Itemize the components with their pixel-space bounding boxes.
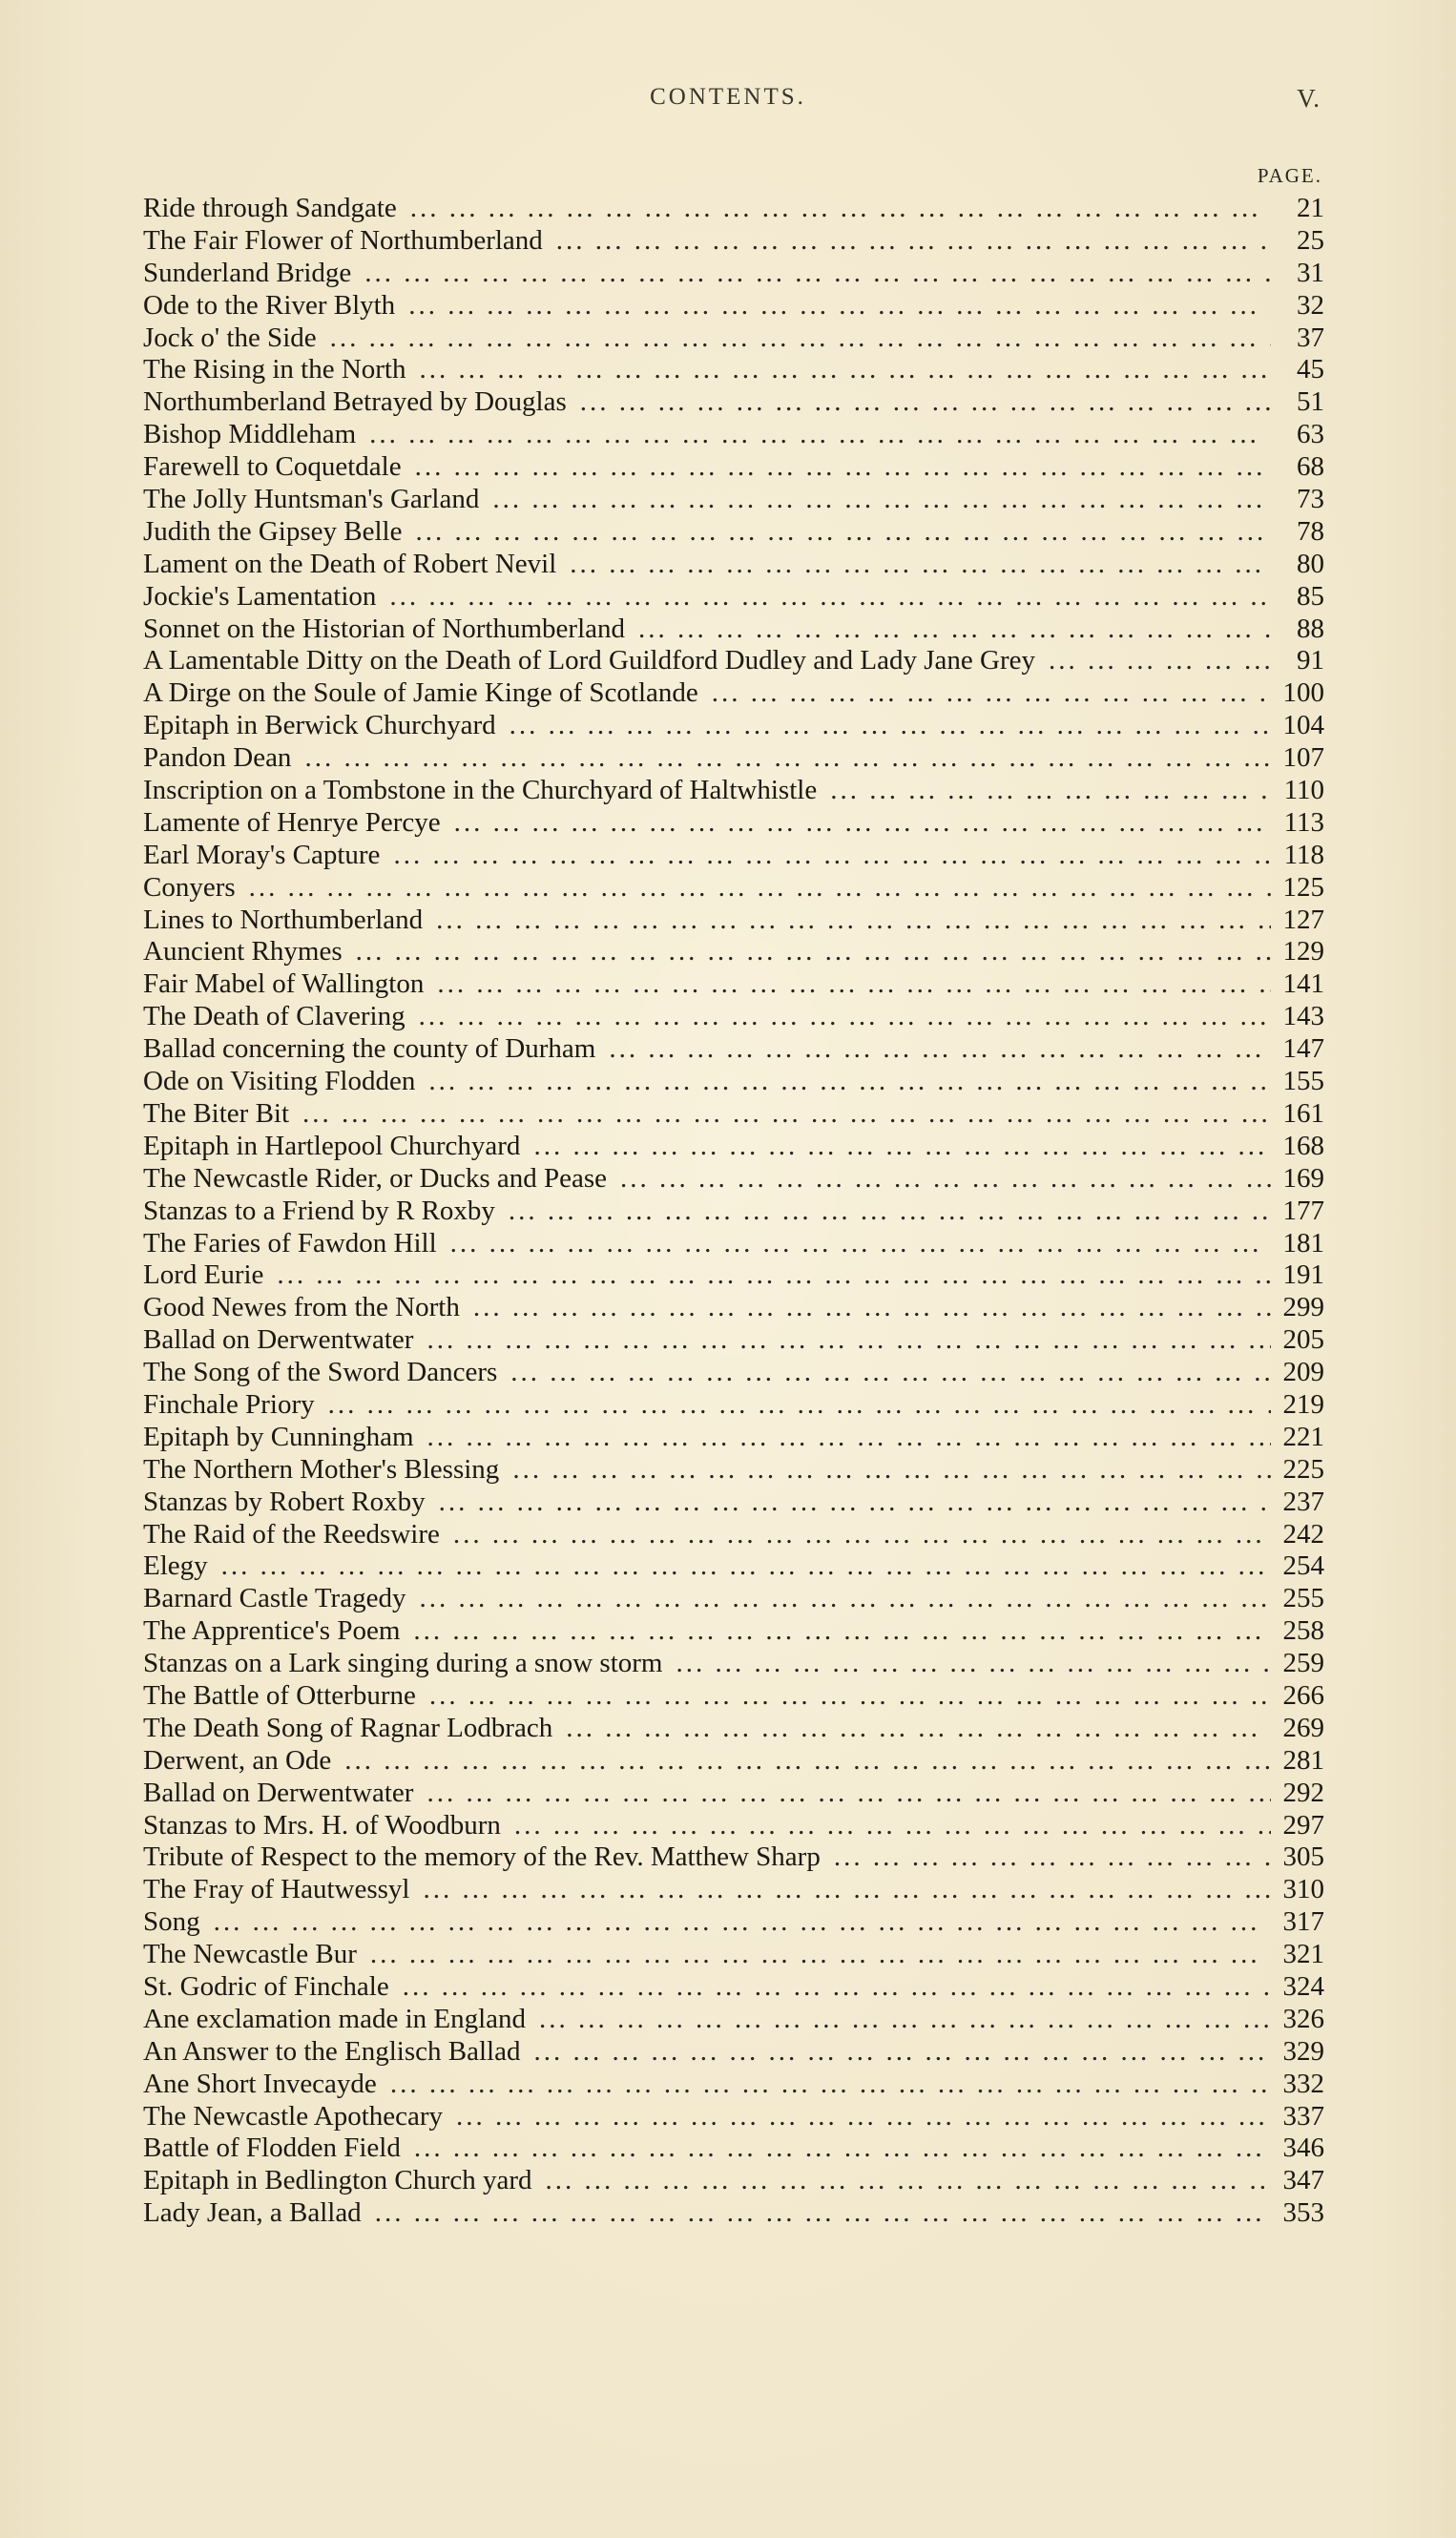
toc-dot-leader: [423, 1874, 1271, 1906]
toc-entry-title: Farewell to Coquetdale: [143, 451, 402, 483]
toc-dot-leader: [214, 1906, 1271, 1939]
toc-dot-leader: [830, 775, 1271, 807]
toc-entry: [143, 386, 1324, 419]
running-head: [0, 84, 1456, 116]
toc-dot-leader: [539, 2004, 1271, 2036]
toc-entry-page: 110: [1283, 775, 1324, 806]
toc-entry: [143, 1196, 1324, 1228]
toc-dot-leader: [510, 1357, 1271, 1389]
toc-entry-title: Epitaph in Hartlepool Churchyard: [143, 1130, 521, 1161]
toc-entry-page: 107: [1282, 742, 1324, 774]
toc-entry: [143, 516, 1324, 549]
toc-dot-leader: [834, 1841, 1271, 1874]
toc-dot-leader: [510, 710, 1271, 742]
toc-entry: [143, 1033, 1324, 1066]
toc-entry-page: 25: [1297, 224, 1324, 256]
toc-dot-leader: [712, 677, 1271, 710]
toc-entry-title: Ane Short Invecayde: [143, 2068, 377, 2099]
toc-entry-title: Jock o' the Side: [143, 322, 317, 353]
toc-entry-page: 329: [1282, 2035, 1324, 2067]
toc-dot-leader: [437, 968, 1271, 1001]
toc-dot-leader: [533, 1131, 1271, 1163]
toc-entry-page: 118: [1283, 839, 1324, 870]
toc-entry: [143, 1939, 1324, 1971]
toc-entry-title: Inscription on a Tombstone in the Churchyard of Haltwhistle: [143, 775, 818, 806]
toc-entry-title: Stanzas on a Lark singing during a snow storm: [143, 1648, 663, 1679]
toc-entry-page: 85: [1297, 580, 1324, 612]
toc-entry-title: Lamente of Henrye Percye: [143, 806, 441, 838]
toc-entry: [143, 258, 1324, 290]
toc-entry-title: Elegy: [143, 1550, 208, 1582]
toc-entry: [143, 645, 1324, 677]
toc-dot-leader: [509, 1196, 1271, 1228]
table-of-contents: [143, 164, 1324, 2230]
toc-entry: [143, 1357, 1324, 1389]
toc-dot-leader: [620, 1163, 1271, 1196]
toc-entry: [143, 1713, 1324, 1745]
toc-entry-page: 255: [1282, 1583, 1324, 1614]
toc-entry-title: Barnard Castle Tragedy: [143, 1583, 406, 1614]
toc-dot-leader: [429, 1680, 1271, 1713]
toc-dot-leader: [426, 1778, 1271, 1810]
toc-entry: [143, 1098, 1324, 1131]
toc-entry-title: Sunderland Bridge: [143, 257, 352, 288]
toc-entry-title: Good Newes from the North: [143, 1292, 460, 1323]
toc-dot-leader: [221, 1550, 1271, 1583]
toc-entry: [143, 1745, 1324, 1778]
toc-entry-page: 347: [1282, 2165, 1324, 2196]
toc-entry-page: 177: [1282, 1195, 1324, 1226]
toc-entry: [143, 2101, 1324, 2133]
toc-entry: [143, 968, 1324, 1001]
toc-entry-title: Auncient Rhymes: [143, 936, 343, 967]
toc-dot-leader: [410, 193, 1271, 225]
toc-entry: [143, 419, 1324, 451]
toc-entry-page: 113: [1283, 806, 1324, 838]
toc-entry-page: 80: [1297, 548, 1324, 579]
toc-dot-leader: [364, 258, 1271, 290]
toc-entry-page: 337: [1282, 2100, 1324, 2132]
toc-entry-title: The Rising in the North: [143, 354, 406, 385]
toc-dot-leader: [427, 1422, 1271, 1454]
toc-entry-page: 254: [1282, 1550, 1324, 1582]
toc-entry-title: The Death Song of Ragnar Lodbrach: [143, 1712, 553, 1743]
toc-entry-title: The Newcastle Rider, or Ducks and Pease: [143, 1162, 608, 1194]
toc-dot-leader: [414, 2132, 1271, 2165]
toc-dot-leader: [454, 807, 1271, 840]
toc-entry-title: Battle of Flodden Field: [143, 2132, 401, 2164]
toc-entry-page: 205: [1282, 1324, 1324, 1356]
toc-entry-page: 297: [1282, 1809, 1324, 1841]
toc-entry: [143, 742, 1324, 775]
toc-entry-page: 321: [1282, 1939, 1324, 1970]
toc-entry: [143, 1841, 1324, 1874]
toc-entry: [143, 1389, 1324, 1422]
toc-entry-page: 31: [1297, 257, 1324, 288]
toc-entry: [143, 677, 1324, 710]
toc-entry-title: A Dirge on the Soule of Jamie Kinge of Scotlande: [143, 677, 698, 709]
toc-entry-page: 141: [1282, 968, 1324, 1000]
toc-entry-page: 324: [1282, 1970, 1324, 2002]
toc-entry-page: 168: [1282, 1130, 1324, 1161]
toc-dot-leader: [426, 1324, 1271, 1357]
toc-entry: [143, 1583, 1324, 1615]
toc-entry-page: 88: [1297, 613, 1324, 644]
toc-entry-page: 317: [1282, 1906, 1324, 1938]
toc-entry-title: Lament on the Death of Robert Nevil: [143, 548, 557, 579]
toc-entry-page: 332: [1282, 2068, 1324, 2099]
toc-entry-title: Stanzas by Robert Roxby: [143, 1486, 426, 1517]
toc-entry: [143, 614, 1324, 646]
toc-entry: [143, 451, 1324, 484]
toc-dot-leader: [419, 354, 1271, 386]
toc-entry-page: 219: [1282, 1388, 1324, 1420]
toc-entry: [143, 1615, 1324, 1648]
toc-entry-title: Epitaph in Berwick Churchyard: [143, 710, 496, 741]
toc-dot-leader: [390, 2069, 1271, 2101]
toc-entry-title: Ballad on Derwentwater: [143, 1777, 414, 1808]
toc-dot-leader: [533, 2036, 1271, 2069]
toc-entry-title: The Song of the Sword Dancers: [143, 1357, 498, 1388]
toc-entry-page: 259: [1282, 1648, 1324, 1679]
toc-entry-title: Pandon Dean: [143, 742, 292, 774]
toc-entry-page: 299: [1282, 1292, 1324, 1323]
toc-entry-title: Lady Jean, a Ballad: [143, 2197, 362, 2229]
toc-entry-page: 100: [1282, 677, 1324, 709]
toc-entry-page: 292: [1282, 1777, 1324, 1808]
toc-entry-title: Bishop Middleham: [143, 419, 357, 450]
toc-entry-title: Conyers: [143, 871, 236, 903]
toc-entry-page: 127: [1282, 904, 1324, 935]
toc-entry-title: Ride through Sandgate: [143, 193, 397, 223]
toc-entry: [143, 1519, 1324, 1551]
toc-entry: [143, 1778, 1324, 1810]
toc-entry: [143, 2036, 1324, 2069]
toc-entry-title: Stanzas to a Friend by R Roxby: [143, 1195, 495, 1226]
toc-entry-page: 353: [1282, 2197, 1324, 2229]
toc-entry-title: Jockie's Lamentation: [143, 580, 377, 612]
toc-entry-page: 305: [1282, 1841, 1324, 1873]
toc-entry-page: 281: [1282, 1744, 1324, 1776]
toc-entry-page: 129: [1282, 936, 1324, 967]
toc-entry-title: The Fair Flower of Northumberland: [143, 224, 543, 256]
toc-entry-page: 32: [1297, 289, 1324, 321]
toc-entry-title: Northumberland Betrayed by Douglas: [143, 386, 567, 418]
toc-dot-leader: [566, 1713, 1271, 1745]
toc-dot-leader: [428, 1066, 1271, 1098]
toc-dot-leader: [473, 1292, 1271, 1324]
toc-entry: [143, 2132, 1324, 2165]
toc-dot-leader: [546, 2165, 1271, 2197]
toc-entry-title: The Raid of the Reedswire: [143, 1518, 440, 1550]
toc-dot-leader: [330, 322, 1271, 355]
toc-entry-title: Stanzas to Mrs. H. of Woodburn: [143, 1809, 501, 1841]
toc-entry-title: The Northern Mother's Blessing: [143, 1453, 500, 1485]
toc-entry-title: Lines to Northumberland: [143, 904, 424, 935]
toc-entry-list: [143, 193, 1324, 2230]
toc-entry-page: 51: [1297, 386, 1324, 418]
running-title: CONTENTS.: [650, 84, 806, 110]
toc-entry: [143, 840, 1324, 872]
toc-entry-page: 225: [1282, 1453, 1324, 1485]
toc-dot-leader: [415, 451, 1271, 484]
toc-entry-page: 104: [1282, 710, 1324, 741]
page-column-label: PAGE.: [1257, 164, 1322, 187]
toc-entry: [143, 1971, 1324, 2004]
toc-dot-leader: [450, 1228, 1271, 1260]
toc-entry-page: 221: [1282, 1421, 1324, 1452]
toc-dot-leader: [556, 225, 1271, 258]
toc-dot-leader: [580, 386, 1271, 419]
toc-entry-title: Judith the Gipsey Belle: [143, 515, 403, 547]
toc-entry-title: Ode on Visiting Flodden: [143, 1066, 416, 1097]
toc-entry-title: Derwent, an Ode: [143, 1744, 332, 1776]
toc-entry: [143, 1550, 1324, 1583]
toc-entry: [143, 710, 1324, 742]
toc-dot-leader: [439, 1487, 1271, 1519]
toc-entry: [143, 225, 1324, 258]
toc-entry: [143, 322, 1324, 355]
toc-entry: [143, 1292, 1324, 1324]
toc-entry: [143, 354, 1324, 386]
toc-entry: [143, 1810, 1324, 1842]
toc-entry-page: 326: [1282, 2003, 1324, 2034]
toc-dot-leader: [370, 1939, 1271, 1971]
toc-entry-page: 266: [1282, 1679, 1324, 1711]
page-column-header: [143, 164, 1324, 193]
toc-entry: [143, 905, 1324, 937]
toc-entry: [143, 1163, 1324, 1196]
toc-entry-page: 310: [1282, 1874, 1324, 1905]
toc-entry-page: 73: [1297, 484, 1324, 515]
toc-entry-page: 21: [1297, 193, 1324, 223]
toc-dot-leader: [277, 1259, 1271, 1292]
toc-dot-leader: [436, 905, 1271, 937]
toc-entry-title: The Faries of Fawdon Hill: [143, 1227, 437, 1259]
toc-dot-leader: [453, 1519, 1271, 1551]
toc-dot-leader: [304, 742, 1271, 775]
toc-dot-leader: [419, 1583, 1271, 1615]
toc-dot-leader: [1049, 645, 1271, 677]
toc-dot-leader: [356, 936, 1271, 968]
toc-entry: [143, 1874, 1324, 1906]
toc-dot-leader: [609, 1033, 1271, 1066]
toc-entry-page: 147: [1282, 1033, 1324, 1065]
toc-dot-leader: [408, 290, 1271, 322]
toc-dot-leader: [492, 484, 1271, 516]
toc-entry-page: 258: [1282, 1615, 1324, 1647]
toc-entry: [143, 2165, 1324, 2197]
toc-entry: [143, 2069, 1324, 2101]
toc-dot-leader: [419, 1001, 1271, 1033]
toc-entry-page: 169: [1282, 1162, 1324, 1194]
toc-entry-title: The Apprentice's Poem: [143, 1615, 401, 1647]
toc-entry-page: 45: [1297, 354, 1324, 385]
toc-entry-title: Ballad concerning the county of Durham: [143, 1033, 596, 1065]
toc-entry-page: 63: [1297, 419, 1324, 450]
toc-entry-page: 242: [1282, 1518, 1324, 1550]
toc-entry-page: 91: [1297, 645, 1324, 676]
toc-entry-page: 237: [1282, 1486, 1324, 1517]
toc-entry: [143, 1680, 1324, 1713]
toc-entry-page: 209: [1282, 1357, 1324, 1388]
toc-entry-title: Earl Moray's Capture: [143, 839, 381, 870]
toc-dot-leader: [415, 516, 1271, 549]
toc-entry-title: The Death of Clavering: [143, 1001, 406, 1032]
toc-entry-title: Epitaph in Bedlington Church yard: [143, 2165, 532, 2196]
toc-entry-page: 125: [1282, 871, 1324, 903]
toc-entry-page: 191: [1282, 1259, 1324, 1291]
toc-entry-title: Ode to the River Blyth: [143, 289, 396, 321]
toc-entry: [143, 1066, 1324, 1098]
toc-dot-leader: [393, 840, 1271, 872]
toc-dot-leader: [249, 872, 1271, 905]
toc-entry: [143, 1906, 1324, 1939]
toc-entry-title: Finchale Priory: [143, 1388, 315, 1420]
toc-entry-page: 155: [1282, 1066, 1324, 1097]
toc-entry-title: The Battle of Otterburne: [143, 1679, 416, 1711]
toc-entry-title: The Newcastle Bur: [143, 1939, 357, 1970]
toc-entry: [143, 581, 1324, 614]
toc-entry: [143, 1131, 1324, 1163]
toc-dot-leader: [403, 1971, 1271, 2004]
toc-entry-page: 37: [1297, 322, 1324, 353]
toc-entry: [143, 290, 1324, 322]
toc-entry-page: 269: [1282, 1712, 1324, 1743]
toc-entry-title: Ane exclamation made in England: [143, 2003, 527, 2034]
toc-entry-page: 161: [1282, 1097, 1324, 1129]
toc-entry-title: An Answer to the Englisch Ballad: [143, 2035, 521, 2067]
toc-entry: [143, 1324, 1324, 1357]
toc-entry: [143, 872, 1324, 905]
toc-entry: [143, 1422, 1324, 1454]
toc-entry: [143, 1259, 1324, 1292]
toc-entry-title: The Biter Bit: [143, 1097, 290, 1129]
toc-entry-title: Song: [143, 1906, 200, 1938]
toc-entry: [143, 2197, 1324, 2230]
toc-entry: [143, 775, 1324, 807]
toc-dot-leader: [570, 549, 1271, 581]
toc-dot-leader: [456, 2101, 1271, 2133]
toc-entry: [143, 193, 1324, 225]
toc-dot-leader: [328, 1389, 1271, 1422]
toc-dot-leader: [302, 1098, 1271, 1131]
toc-entry-page: 78: [1297, 515, 1324, 547]
toc-dot-leader: [375, 2197, 1271, 2230]
toc-entry-page: 68: [1297, 451, 1324, 483]
toc-entry-page: 181: [1282, 1227, 1324, 1259]
toc-dot-leader: [512, 1454, 1271, 1487]
toc-entry-title: Fair Mabel of Wallington: [143, 968, 425, 1000]
toc-entry-title: Sonnet on the Historian of Northumberland: [143, 613, 625, 644]
toc-entry-title: The Newcastle Apothecary: [143, 2100, 444, 2132]
toc-entry-title: Tribute of Respect to the memory of the Rev. Matthew Sharp: [143, 1841, 821, 1873]
toc-entry: [143, 936, 1324, 968]
toc-entry: [143, 1001, 1324, 1033]
toc-entry-page: 143: [1282, 1001, 1324, 1032]
toc-entry-title: The Jolly Huntsman's Garland: [143, 484, 480, 515]
toc-entry: [143, 549, 1324, 581]
toc-dot-leader: [369, 419, 1271, 451]
toc-dot-leader: [638, 614, 1271, 646]
toc-dot-leader: [676, 1648, 1271, 1680]
toc-dot-leader: [514, 1810, 1271, 1842]
toc-entry-title: The Fray of Hautwessyl: [143, 1874, 410, 1905]
toc-entry-title: Epitaph by Cunningham: [143, 1421, 414, 1452]
toc-entry: [143, 484, 1324, 516]
toc-entry: [143, 1454, 1324, 1487]
toc-entry: [143, 1228, 1324, 1260]
toc-entry-title: Ballad on Derwentwater: [143, 1324, 414, 1356]
toc-entry-title: Lord Eurie: [143, 1259, 264, 1291]
toc-dot-leader: [344, 1745, 1271, 1778]
toc-entry-title: A Lamentable Ditty on the Death of Lord Guildford Dudley and Lady Jane Grey: [143, 645, 1035, 676]
toc-entry: [143, 1487, 1324, 1519]
toc-dot-leader: [413, 1615, 1271, 1648]
toc-entry: [143, 807, 1324, 840]
toc-dot-leader: [389, 581, 1271, 614]
toc-entry: [143, 2004, 1324, 2036]
toc-entry: [143, 1648, 1324, 1680]
toc-entry-page: 346: [1282, 2132, 1324, 2164]
toc-entry-title: St. Godric of Finchale: [143, 1970, 389, 2002]
page-number: V.: [1297, 84, 1321, 113]
